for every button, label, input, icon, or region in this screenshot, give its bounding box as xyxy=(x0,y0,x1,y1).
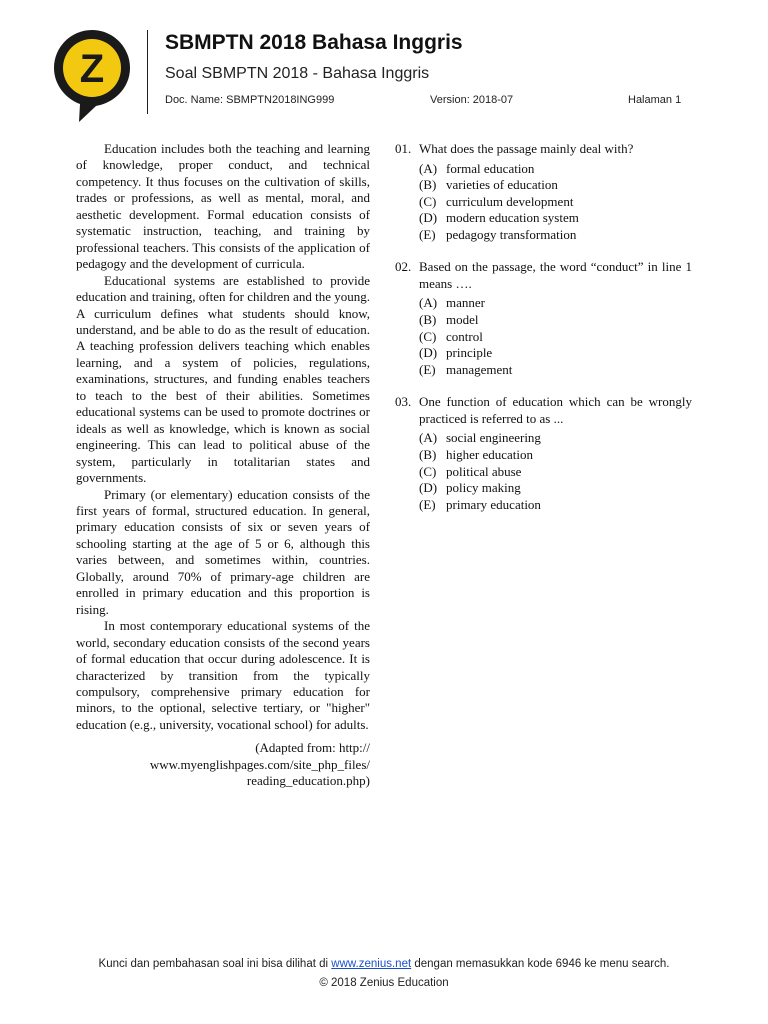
option-text: formal education xyxy=(446,160,535,176)
question-stem xyxy=(395,394,692,427)
option-letter: (E) xyxy=(419,226,436,242)
option-letter: (B) xyxy=(419,312,437,328)
answer-option-c xyxy=(419,464,692,481)
question-number: 02. xyxy=(395,259,412,275)
option-letter: (D) xyxy=(419,480,438,496)
doc-version: Version: 2018-07 xyxy=(430,94,514,106)
option-letter: (E) xyxy=(419,361,436,377)
question-02 xyxy=(395,259,692,378)
passage-paragraph-2: Educational systems are established to provide education and training, often for children and the young. A curriculum defines what students should know, understand, and be able to do as the result of education. A teaching profession delivers teaching which enables learning, and a system of policies, regulations, examinations, structures, and funding enables teachers to teach to the best of their abilities. Sometimes educational systems can be used to promote doctrines or ideals as well as knowledge, which is known as social engineering. This can lead to political abuse of the system, particularly in totalitarian states and governments. xyxy=(76,272,370,486)
option-text: varieties of education xyxy=(446,177,558,193)
answer-options xyxy=(419,161,692,244)
answer-option-a xyxy=(419,161,692,178)
answer-option-a xyxy=(419,295,692,312)
question-01 xyxy=(395,141,692,243)
option-letter: (E) xyxy=(419,496,436,512)
footer-note-after: dengan memasukkan kode 6946 ke menu search. xyxy=(411,958,670,970)
option-text: management xyxy=(446,361,513,377)
header-divider xyxy=(147,30,148,114)
answer-option-e xyxy=(419,227,692,244)
document-title: SBMPTN 2018 Bahasa Inggris xyxy=(165,31,463,54)
option-text: social engineering xyxy=(446,430,541,446)
answer-option-d xyxy=(419,345,692,362)
question-text: One function of education which can be wrongly practiced is referred to as ... xyxy=(419,394,692,426)
option-text: modern education system xyxy=(446,210,579,226)
option-text: pedagogy transformation xyxy=(446,226,577,242)
answer-options xyxy=(419,295,692,378)
option-text: higher education xyxy=(446,447,533,463)
option-letter: (C) xyxy=(419,463,437,479)
answer-option-c xyxy=(419,329,692,346)
answer-option-e xyxy=(419,362,692,379)
option-text: principle xyxy=(446,345,493,361)
source-line-2: www.myenglishpages.com/site_php_files/ xyxy=(149,756,370,772)
answer-option-c xyxy=(419,194,692,211)
question-list xyxy=(395,141,692,529)
option-letter: (C) xyxy=(419,328,437,344)
passage-paragraph-4: In most contemporary educational systems of the world, secondary education consists of the second years of formal education that occur during adolescence. It is characterized by transition from the typically compulsory, comprehensive primary education for minors, to the optional, selective tertiary, or "higher" education (e.g., university, vocational school) for adults. xyxy=(76,618,370,732)
option-text: primary education xyxy=(446,496,541,512)
option-letter: (B) xyxy=(419,177,437,193)
question-03 xyxy=(395,394,692,513)
answer-option-d xyxy=(419,210,692,227)
footer-note-before: Kunci dan pembahasan soal ini bisa dilihat di xyxy=(98,958,332,970)
option-letter: (A) xyxy=(419,160,438,176)
question-text: Based on the passage, the word “conduct” in line 1 means …. xyxy=(419,259,692,291)
option-letter: (D) xyxy=(419,210,438,226)
page-number: Halaman 1 xyxy=(628,94,682,106)
option-text: control xyxy=(446,328,483,344)
reading-passage xyxy=(76,141,370,790)
source-line-3: reading_education.php) xyxy=(246,773,370,789)
zenius-logo xyxy=(52,28,132,124)
question-stem xyxy=(395,141,692,158)
option-text: manner xyxy=(446,295,485,311)
question-number: 01. xyxy=(395,141,412,156)
option-letter: (A) xyxy=(419,430,438,446)
passage-paragraph-1: Education includes both the teaching and learning of knowledge, proper conduct, and technical competency. It thus focuses on the cultivation of skills, trades or professions, as well as mental, moral, and aesthetic development. Formal education consists of systematic instruction, teaching, and training by professional teachers. This consists of the application of pedagogy and the development of curricula. xyxy=(76,141,370,272)
logo-letter: Z xyxy=(79,47,105,91)
answer-option-b xyxy=(419,177,692,194)
option-letter: (B) xyxy=(419,447,437,463)
answer-option-d xyxy=(419,480,692,497)
doc-name: Doc. Name: SBMPTN2018ING999 xyxy=(165,94,335,106)
option-letter: (A) xyxy=(419,295,438,311)
answer-option-b xyxy=(419,312,692,329)
question-text: What does the passage mainly deal with? xyxy=(419,141,634,156)
answer-options xyxy=(419,430,692,513)
footer-note xyxy=(0,958,768,970)
passage-source xyxy=(76,740,370,789)
option-text: model xyxy=(446,312,479,328)
document-subtitle: Soal SBMPTN 2018 - Bahasa Inggris xyxy=(165,65,430,82)
option-text: policy making xyxy=(446,480,521,496)
copyright: © 2018 Zenius Education xyxy=(319,977,449,989)
option-letter: (D) xyxy=(419,345,438,361)
option-text: political abuse xyxy=(446,463,522,479)
question-number: 03. xyxy=(395,394,412,410)
answer-option-e xyxy=(419,497,692,514)
answer-option-b xyxy=(419,447,692,464)
source-line-1: (Adapted from: http:// xyxy=(255,740,370,756)
option-letter: (C) xyxy=(419,193,437,209)
zenius-link[interactable]: www.zenius.net xyxy=(331,958,412,970)
passage-paragraph-3: Primary (or elementary) education consists of the first years of formal, structured education. In general, primary education consists of six or seven years of schooling starting at the age of 5 or 6, although this varies between, and sometimes within, countries. Globally, around 70% of primary-age children are enrolled in primary education and this proportion is rising. xyxy=(76,486,370,617)
answer-option-a xyxy=(419,430,692,447)
question-stem xyxy=(395,259,692,292)
option-text: curriculum development xyxy=(446,193,574,209)
